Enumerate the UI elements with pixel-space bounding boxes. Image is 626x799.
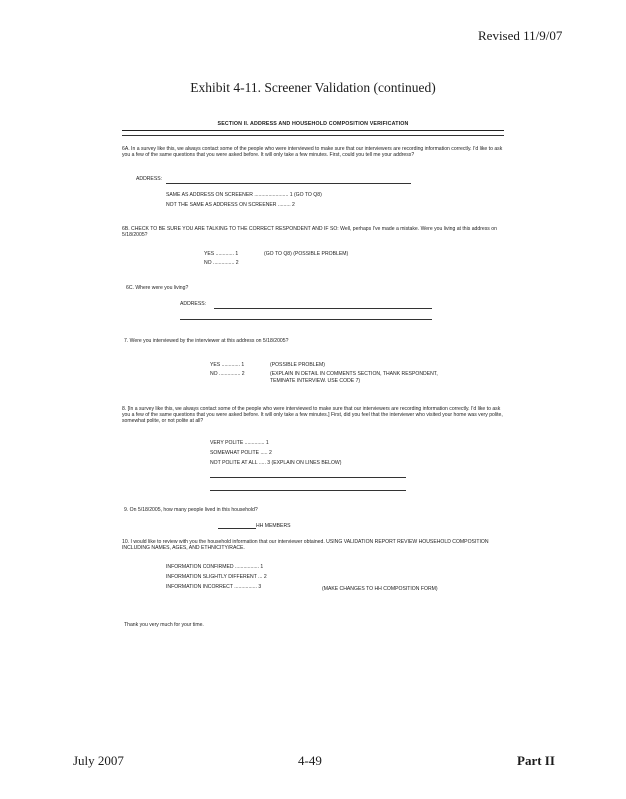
q10-option-incorrect[interactable]: INFORMATION INCORRECT ................ 3 <box>166 584 262 590</box>
section-rule-thin <box>122 135 504 136</box>
q8-question: 8. [In a survey like this, we always contact some of the people who were interviewed to make sure that our interviewers are recording information correctly. I'd like to ask you a few of the same questions that you were asked before. It will only take a few minutes.] First, did you feel that the interviewer who visited your home was very polite, somewhat polite, or not polite at all? <box>122 406 503 425</box>
footer-date: July 2007 <box>73 753 124 768</box>
q6b-yes-note: (GO TO Q8) (POSSIBLE PROBLEM) <box>264 251 349 257</box>
q7-question: 7. Were you interviewed by the interviewer at this address on 5/18/2005? <box>124 338 289 344</box>
q7-no-note-2: TEMINATE INTERVIEW. USE CODE 7) <box>270 378 361 384</box>
q6c-address-line-1[interactable] <box>214 308 432 309</box>
q8-option-not-polite[interactable]: NOT POLITE AT ALL ..... 3 (EXPLAIN ON LINES BELOW) <box>210 460 342 466</box>
footer-page-number: 4-49 <box>298 753 322 768</box>
q9-hh-line[interactable] <box>218 528 256 529</box>
q6c-address-line-2[interactable] <box>180 319 432 320</box>
q10-question: 10. I would like to review with you the household information that our interviewer obtained. USING VALIDATION REPORT REVIEW HOUSEHOLD COMPOSITION INCLUDING NAMES, AGES, AND ETHNICITY/RACE. <box>122 539 489 552</box>
q7-option-no[interactable]: NO ............... 2 <box>210 371 245 377</box>
q9-hh-label: HH MEMBERS <box>256 523 291 529</box>
q10-incorrect-note: (MAKE CHANGES TO HH COMPOSITION FORM) <box>322 586 438 592</box>
revised-date: Revised 11/9/07 <box>478 28 563 43</box>
q8-explain-line-1[interactable] <box>210 477 406 478</box>
q7-option-yes[interactable]: YES ............. 1 <box>210 362 245 368</box>
q8-option-very-polite[interactable]: VERY POLITE .............. 1 <box>210 440 269 446</box>
q10-option-slightly-different[interactable]: INFORMATION SLIGHTLY DIFFERENT ... 2 <box>166 574 267 580</box>
thanks-text: Thank you very much for your time. <box>124 622 204 628</box>
q8-explain-line-2[interactable] <box>210 490 406 491</box>
q6a-option-not-same[interactable]: NOT THE SAME AS ADDRESS ON SCREENER ......... 2 <box>166 202 295 208</box>
q6a-question: 6A. In a survey like this, we always contact some of the people who were interviewed to make sure that our interviewers are recording information correctly. I'd like to ask you a few of the same questions that you were asked before. It will only take a few minutes. First, could you tell me your address? <box>122 146 503 159</box>
q6a-address-line[interactable] <box>166 183 411 184</box>
section-title: SECTION II. ADDRESS AND HOUSEHOLD COMPOSITION VERIFICATION <box>217 121 409 127</box>
q10-option-confirmed[interactable]: INFORMATION CONFIRMED ................. 1 <box>166 564 264 570</box>
q9-question: 9. On 5/18/2005, how many people lived in this household? <box>124 507 258 513</box>
q6b-option-no[interactable]: NO ............... 2 <box>204 260 239 266</box>
exhibit-title: Exhibit 4-11. Screener Validation (continued) <box>190 80 436 95</box>
q6b-option-yes[interactable]: YES ............. 1 <box>204 251 239 257</box>
footer-part: Part II <box>517 753 555 768</box>
q6c-question: 6C. Where were you living? <box>126 285 189 291</box>
q6c-address-label: ADDRESS: <box>180 301 207 307</box>
section-rule <box>122 130 504 131</box>
q7-yes-note: (POSSIBLE PROBLEM) <box>270 362 325 368</box>
q8-option-somewhat-polite[interactable]: SOMEWHAT POLITE ..... 2 <box>210 450 272 456</box>
q6b-question: 6B. CHECK TO BE SURE YOU ARE TALKING TO THE CORRECT RESPONDENT AND IF SO: Well, perhaps I've made a mistake. Were you living at this address on 5/18/2005? <box>122 226 497 239</box>
q6a-address-label: ADDRESS: <box>136 176 163 182</box>
q6a-option-same[interactable]: SAME AS ADDRESS ON SCREENER ........................ 1 (GO TO Q8) <box>166 192 322 198</box>
q7-no-note-1: (EXPLAIN IN DETAIL IN COMMENTS SECTION, THANK RESPONDENT, <box>270 371 438 377</box>
